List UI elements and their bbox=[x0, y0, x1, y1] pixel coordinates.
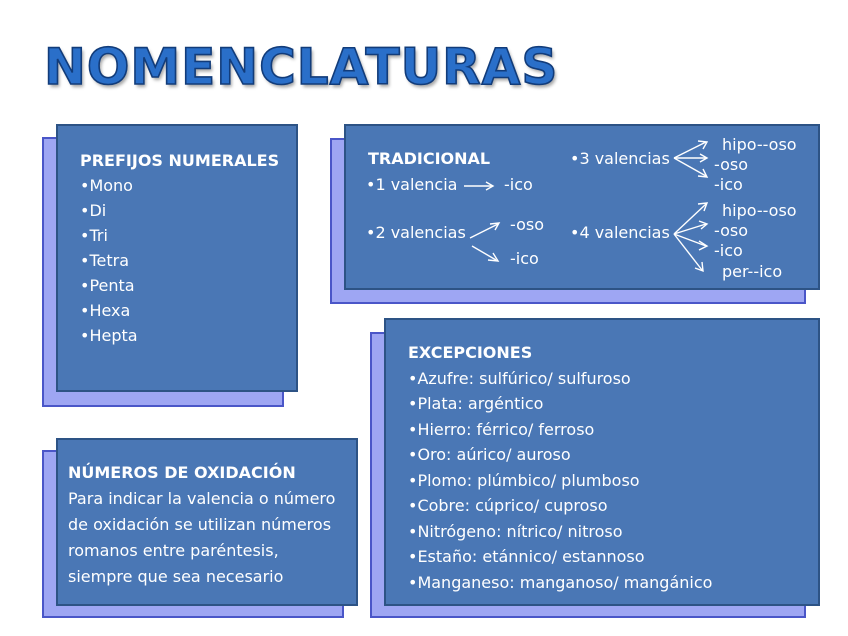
prefijo-item: •Hepta bbox=[80, 326, 138, 345]
tradicional-box bbox=[344, 124, 820, 290]
branch-arrows-icon bbox=[672, 202, 712, 278]
numeros-text-line: de oxidación se utilizan números bbox=[68, 515, 332, 534]
valencia-3-label: •3 valencias bbox=[570, 149, 670, 168]
excepcion-item: •Hierro: férrico/ ferroso bbox=[408, 419, 595, 439]
prefijo-item: •Penta bbox=[80, 276, 135, 295]
numeros-heading: NÚMEROS DE OXIDACIÓN bbox=[68, 463, 296, 482]
valencia-4-suffix-oso: -oso bbox=[714, 221, 748, 240]
prefijo-item: •Tri bbox=[80, 226, 108, 245]
valencia-4-suffix-per-ico: per--ico bbox=[722, 262, 783, 281]
valencia-3-suffix-oso: -oso bbox=[714, 155, 748, 174]
excepcion-item: •Azufre: sulfúrico/ sulfuroso bbox=[408, 368, 631, 388]
valencia-3-suffix-hipo-oso: hipo--oso bbox=[722, 135, 797, 154]
excepcion-item: •Plomo: plúmbico/ plumboso bbox=[408, 470, 640, 490]
numeros-text-line: Para indicar la valencia o número bbox=[68, 489, 336, 508]
page-title: NOMENCLATURAS bbox=[44, 38, 559, 96]
prefijo-item: •Hexa bbox=[80, 301, 131, 320]
valencia-4-label: •4 valencias bbox=[570, 223, 670, 242]
excepcion-item: •Nitrógeno: nítrico/ nitroso bbox=[408, 521, 623, 541]
arrow-icon bbox=[462, 180, 496, 192]
valencia-1-suffix: -ico bbox=[504, 175, 533, 194]
prefijo-item: •Tetra bbox=[80, 251, 129, 270]
prefijo-item: •Mono bbox=[80, 176, 133, 195]
excepcion-item: •Estaño: etánnico/ estannoso bbox=[408, 547, 645, 566]
valencia-1-label: •1 valencia bbox=[366, 175, 458, 194]
valencia-2-label: •2 valencias bbox=[366, 223, 466, 242]
numeros-text-line: romanos entre paréntesis, bbox=[68, 541, 279, 560]
valencia-4-suffix-hipo-oso: hipo--oso bbox=[722, 201, 797, 220]
tradicional-heading: TRADICIONAL bbox=[368, 149, 491, 168]
excepcion-item: •Plata: argéntico bbox=[408, 394, 544, 413]
excepcion-item: •Manganeso: manganoso/ mangánico bbox=[408, 572, 713, 592]
prefijo-item: •Di bbox=[80, 201, 107, 220]
prefijos-heading: PREFIJOS NUMERALES bbox=[80, 151, 280, 170]
excepcion-item: •Oro: aúrico/ auroso bbox=[408, 445, 571, 464]
numeros-text-line: siempre que sea necesario bbox=[68, 567, 284, 586]
excepciones-heading: EXCEPCIONES bbox=[408, 343, 533, 362]
excepcion-item: •Cobre: cúprico/ cuproso bbox=[408, 496, 608, 515]
valencia-2-suffix-ico: -ico bbox=[510, 249, 539, 268]
branch-arrows-icon bbox=[672, 140, 712, 188]
valencia-3-suffix-ico: -ico bbox=[714, 175, 743, 194]
branch-arrows-icon bbox=[468, 222, 508, 266]
valencia-4-suffix-ico: -ico bbox=[714, 241, 743, 260]
prefijos-box bbox=[56, 124, 298, 392]
numeros-box bbox=[56, 438, 358, 606]
excepciones-box bbox=[384, 318, 820, 606]
valencia-2-suffix-oso: -oso bbox=[510, 215, 544, 234]
